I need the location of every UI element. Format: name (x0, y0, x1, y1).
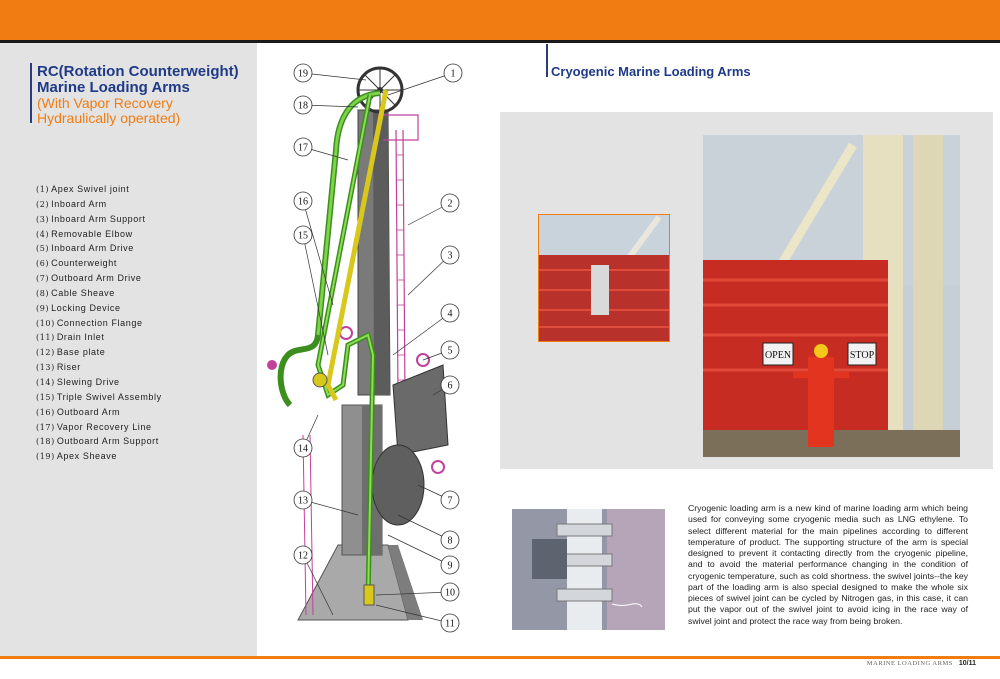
callout-number: 10 (445, 587, 455, 599)
part-label: Vapor Recovery Line (56, 421, 152, 432)
part-number: (1) (36, 185, 50, 194)
callout-number: 19 (298, 68, 308, 80)
callout-number: 14 (298, 443, 308, 455)
ship-deck-photo (538, 214, 670, 342)
parts-list-item (36, 301, 162, 316)
parts-list-item (36, 345, 162, 360)
parts-list-item (36, 375, 162, 390)
callout-number: 9 (447, 560, 453, 572)
callout-number: 4 (447, 308, 453, 320)
part-number: (4) (36, 229, 50, 239)
stop-sign: STOP (849, 350, 875, 361)
parts-list (36, 182, 162, 464)
right-title-accent (546, 44, 548, 77)
part-label: Riser (56, 362, 81, 373)
part-label: Locking Device (51, 302, 121, 313)
part-label: Drain Inlet (56, 332, 105, 343)
part-number: (6) (36, 259, 50, 269)
part-number: (15) (36, 392, 55, 402)
parts-list-item (36, 271, 162, 286)
part-label: Apex Swivel joint (51, 184, 130, 194)
part-label: Removable Elbow (51, 228, 133, 239)
part-label: Outboard Arm Support (56, 436, 159, 447)
part-number: (10) (36, 318, 55, 328)
part-number: (14) (36, 377, 55, 387)
part-number: (11) (36, 333, 55, 343)
callout-number: 18 (298, 100, 308, 112)
open-sign: OPEN (764, 350, 792, 361)
part-number: (16) (36, 407, 55, 417)
parts-list-item (36, 405, 162, 420)
part-label: Apex Sheave (56, 451, 117, 462)
page-subtitle-line1: (With Vapor Recovery (37, 95, 173, 111)
callout-number: 8 (447, 535, 453, 547)
parts-list-item (36, 227, 162, 242)
part-number: (8) (36, 288, 50, 298)
header-band (0, 0, 1000, 40)
part-label: Triple Swivel Assembly (56, 391, 162, 402)
parts-list-item (36, 197, 162, 212)
part-label: Cable Sheave (51, 287, 115, 298)
page-number: 10/11 (958, 660, 976, 667)
parts-list-item (36, 241, 162, 256)
page-title-line1: RC(Rotation Counterweight) (37, 63, 239, 80)
footer (867, 660, 976, 667)
title-accent-rule (30, 63, 32, 123)
part-number: (12) (36, 348, 55, 358)
parts-list-item (36, 256, 162, 271)
parts-list-item (36, 286, 162, 301)
part-number: (3) (36, 214, 50, 224)
callout-number: 17 (298, 142, 308, 154)
loading-arm-photo (703, 135, 960, 457)
swivel-joint-photo (512, 509, 665, 630)
description-text: Cryogenic loading arm is a new kind of marine loading arm which being used for conveying some cryogenic media such as LNG ethylene. To select different material for the main pipelines according to different temperature of product. The supporting structure of the arm is special designed to prevent it contacting directly from the cryogenic pipeline, and to avoid the material performance changing in the condition of cryogenic temperature, such as cold shortness. the swivel joints--the key part of the loading arm is also special designed to make the whole six pieces of swivel joint can be cycled by Nitrogen gas, in this case, it can put the vapor out of the swivel joint to avoid icing in the race way of swivel joint and protect the race way from being broken. (688, 503, 968, 626)
callout-number: 2 (447, 198, 453, 210)
callout-number: 3 (447, 250, 453, 262)
callout-number: 12 (298, 550, 308, 562)
part-number: (18) (36, 437, 55, 447)
part-label: Counterweight (51, 258, 117, 269)
part-label: Base plate (56, 347, 106, 358)
footer-rule (0, 656, 1000, 659)
part-label: Outboard Arm Drive (51, 273, 142, 284)
callout-number: 6 (447, 380, 453, 392)
part-number: (19) (36, 452, 55, 462)
callout-number: 13 (298, 495, 308, 507)
part-number: (9) (36, 303, 50, 313)
parts-list-item (36, 316, 162, 331)
part-number: (17) (36, 422, 55, 432)
parts-list-item (36, 434, 162, 449)
page-title-line2: Marine Loading Arms (37, 79, 190, 96)
callout-number: 1 (450, 68, 456, 80)
part-number: (2) (36, 199, 50, 209)
parts-list-item (36, 420, 162, 435)
part-label: Connection Flange (56, 317, 143, 328)
part-number: (7) (36, 274, 50, 284)
callout-number: 16 (298, 196, 308, 208)
section-title: Cryogenic Marine Loading Arms (551, 64, 751, 79)
parts-list-item (36, 182, 162, 197)
part-label: Slewing Drive (56, 376, 120, 387)
part-label: Inboard Arm (51, 198, 107, 209)
footer-label: MARINE LOADING ARMS (866, 660, 953, 667)
page-subtitle-line2: Hydraulically operated) (37, 110, 181, 126)
parts-list-item (36, 390, 162, 405)
parts-list-item (36, 330, 162, 345)
callout-number: 11 (445, 618, 455, 630)
part-number: (5) (36, 244, 50, 254)
parts-list-item (36, 449, 162, 464)
loading-arm-diagram (258, 55, 493, 645)
part-label: Outboard Arm (56, 406, 121, 417)
callout-number: 5 (447, 345, 453, 357)
parts-list-item (36, 360, 162, 375)
part-label: Inboard Arm Support (51, 213, 146, 224)
callout-number: 7 (447, 495, 453, 507)
callout-leader (303, 73, 366, 80)
parts-list-item (36, 212, 162, 227)
part-number: (13) (36, 363, 55, 373)
part-label: Inboard Arm Drive (51, 243, 134, 254)
callout-number: 15 (298, 230, 308, 242)
